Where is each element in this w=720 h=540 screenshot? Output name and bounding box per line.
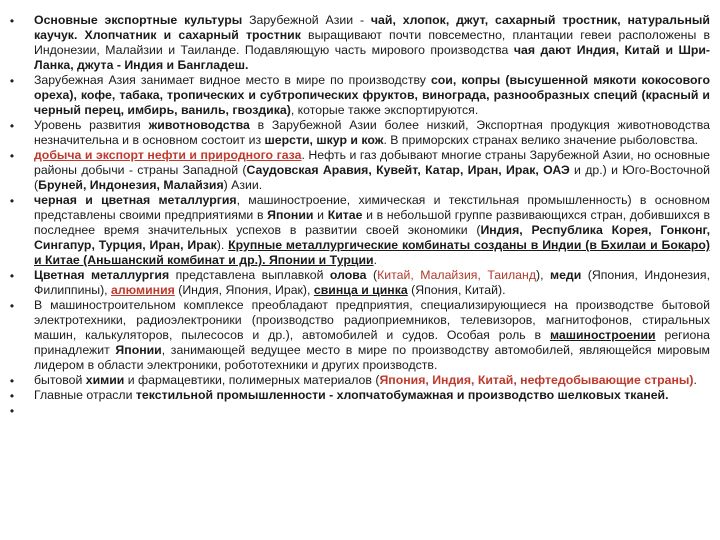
paragraph xyxy=(34,193,710,268)
text-run: Китай, Малайзия, Таиланд xyxy=(377,268,536,282)
bullet-marker: • xyxy=(9,149,15,163)
paragraph xyxy=(34,403,710,418)
text-run: ( xyxy=(366,268,378,282)
text-run: . Нефть и газ добывают многие страны Зарубежной Азии, но основные районы добычи - страны Западной ( xyxy=(34,148,710,177)
text-run: Зарубежная Азия занимает видное место в мире по производству xyxy=(34,73,431,87)
text-run: (Индия, Япония, Ирак), xyxy=(174,283,314,297)
text-run: черная и цветная металлургия xyxy=(34,193,237,207)
text-run: чая дают Индия, Китай и Шри-Ланка, джута - Индия и Бангладеш. xyxy=(34,43,711,72)
text-run: Уровень развития xyxy=(34,118,149,132)
bullet-marker: • xyxy=(9,14,15,28)
text-run: и фармацевтики, полимерных материалов ( xyxy=(124,373,380,387)
text-run: сои, копры (высушенной мякоти кокосового ореха), кофе, табака, тропических и субтропических фруктов, винограда, разнообразных специй (красный и черный перец, имбирь, ваниль, гвоздика) xyxy=(34,73,710,117)
text-run: региона принадлежит xyxy=(34,328,710,357)
text-run: шерсти, шкур и кож xyxy=(264,133,384,147)
text-run: бытовой xyxy=(34,373,86,387)
text-run: химии xyxy=(85,373,125,387)
text-run: ). xyxy=(216,238,229,252)
text-run: и xyxy=(313,208,328,222)
text-run: Цветная металлургия xyxy=(34,268,170,282)
bullet-marker: • xyxy=(9,269,15,283)
text-run: животноводства xyxy=(148,118,250,132)
bullet-marker: • xyxy=(9,299,15,313)
text-run: Зарубежной Азии - xyxy=(242,13,371,27)
paragraph xyxy=(34,118,710,148)
text-run: (Япония, Китай). xyxy=(407,283,506,297)
paragraph xyxy=(34,373,710,388)
text-run: Главные отрасли xyxy=(34,388,136,402)
bullet-marker: • xyxy=(9,74,15,88)
text-run: Япония, Индия, Китай, нефтедобывающие страны) xyxy=(379,373,694,387)
paragraph xyxy=(34,148,710,193)
text-run: Китае xyxy=(327,208,363,222)
bullet-marker: • xyxy=(9,404,15,418)
text-run: чай, хлопок, джут, сахарный тростник, натуральный каучук. Хлопчатник и сахарный тростник xyxy=(34,13,710,42)
text-run: (Япония, Индонезия, Филиппины), xyxy=(34,268,710,297)
text-run: В машиностроительном комплексе преобладают предприятия, специализирующиеся на производстве бытовой электротехники, радиоэлектроники (производство радиоприемников, телевизоров, магнитофонов, стиральных машин, калькуляторов, пылесосов и др.), автомобилей и судов. Особая роль в xyxy=(34,298,710,342)
paragraph xyxy=(34,73,710,118)
text-run: свинца и цинка xyxy=(313,283,408,297)
bullet-marker: • xyxy=(9,389,15,403)
text-body xyxy=(34,13,710,418)
paragraph xyxy=(34,298,710,373)
bullet-marker: • xyxy=(9,194,15,208)
text-run: Саудовская Аравия, Кувейт, Катар, Иран, Ирак, ОАЭ xyxy=(246,163,570,177)
text-run: , машиностроение, химическая и текстильная промышленность) в основном представлены своими предприятиями в xyxy=(34,193,710,222)
text-run: . В приморских странах велико значение рыболовства. xyxy=(383,133,699,147)
text-run: , которые также экспортируются. xyxy=(290,103,479,117)
text-run: олова xyxy=(329,268,367,282)
text-run: добыча и экспорт нефти и природного газа xyxy=(34,148,302,162)
text-run: ), xyxy=(536,268,550,282)
text-run: Японии xyxy=(267,208,314,222)
text-run: текстильной промышленности xyxy=(135,388,326,402)
bullet-marker: • xyxy=(9,119,15,133)
text-run: Основные экспортные культуры xyxy=(34,13,243,27)
paragraph xyxy=(34,13,710,73)
text-run: в Зарубежной Азии более низкий, Экспортная продукция животноводства незначительна и в основном состоит из xyxy=(34,118,710,147)
text-run: выращивают почти повсеместно, плантации гевеи расположены в Индонезии, Малайзии и Таиланде. Подавляющую часть мирового производства xyxy=(34,28,710,57)
text-run: машиностроении xyxy=(549,328,656,342)
bullet-marker: • xyxy=(9,374,15,388)
paragraph xyxy=(34,268,710,298)
text-run: Бруней, Индонезия, Малайзия xyxy=(38,178,224,192)
text-run: алюминия xyxy=(111,283,175,297)
text-run: Крупные металлургические комбинаты созданы в Индии (в Бхилаи и Бокаро) и Китае (Аньшанский комбинат и др.). Японии и Турции xyxy=(34,238,710,267)
text-run: - хлопчатобумажная и производство шелковых тканей. xyxy=(325,388,669,402)
text-run: ) Азии. xyxy=(223,178,263,192)
text-run: Индия, Республика Корея, Гонконг, Сингапур, Турция, Иран, Ирак xyxy=(34,223,711,252)
text-run: . xyxy=(693,373,697,387)
paragraph xyxy=(34,388,710,403)
text-run: , занимающей ведущее место в мире по производству автомобилей, являющейся мировым лидером в области электроники, робототехники и других производств. xyxy=(34,343,710,372)
text-run: Японии xyxy=(115,343,162,357)
text-run: меди xyxy=(549,268,582,282)
text-run: представлена выплавкой xyxy=(169,268,330,282)
text-run: и др.) и Юго-Восточной ( xyxy=(34,163,711,192)
text-run: и в небольшой группе развивающихся стран, добившихся в последнее время значительных успехов в развитии своей экономики ( xyxy=(34,208,711,237)
text-run: . xyxy=(373,253,377,267)
